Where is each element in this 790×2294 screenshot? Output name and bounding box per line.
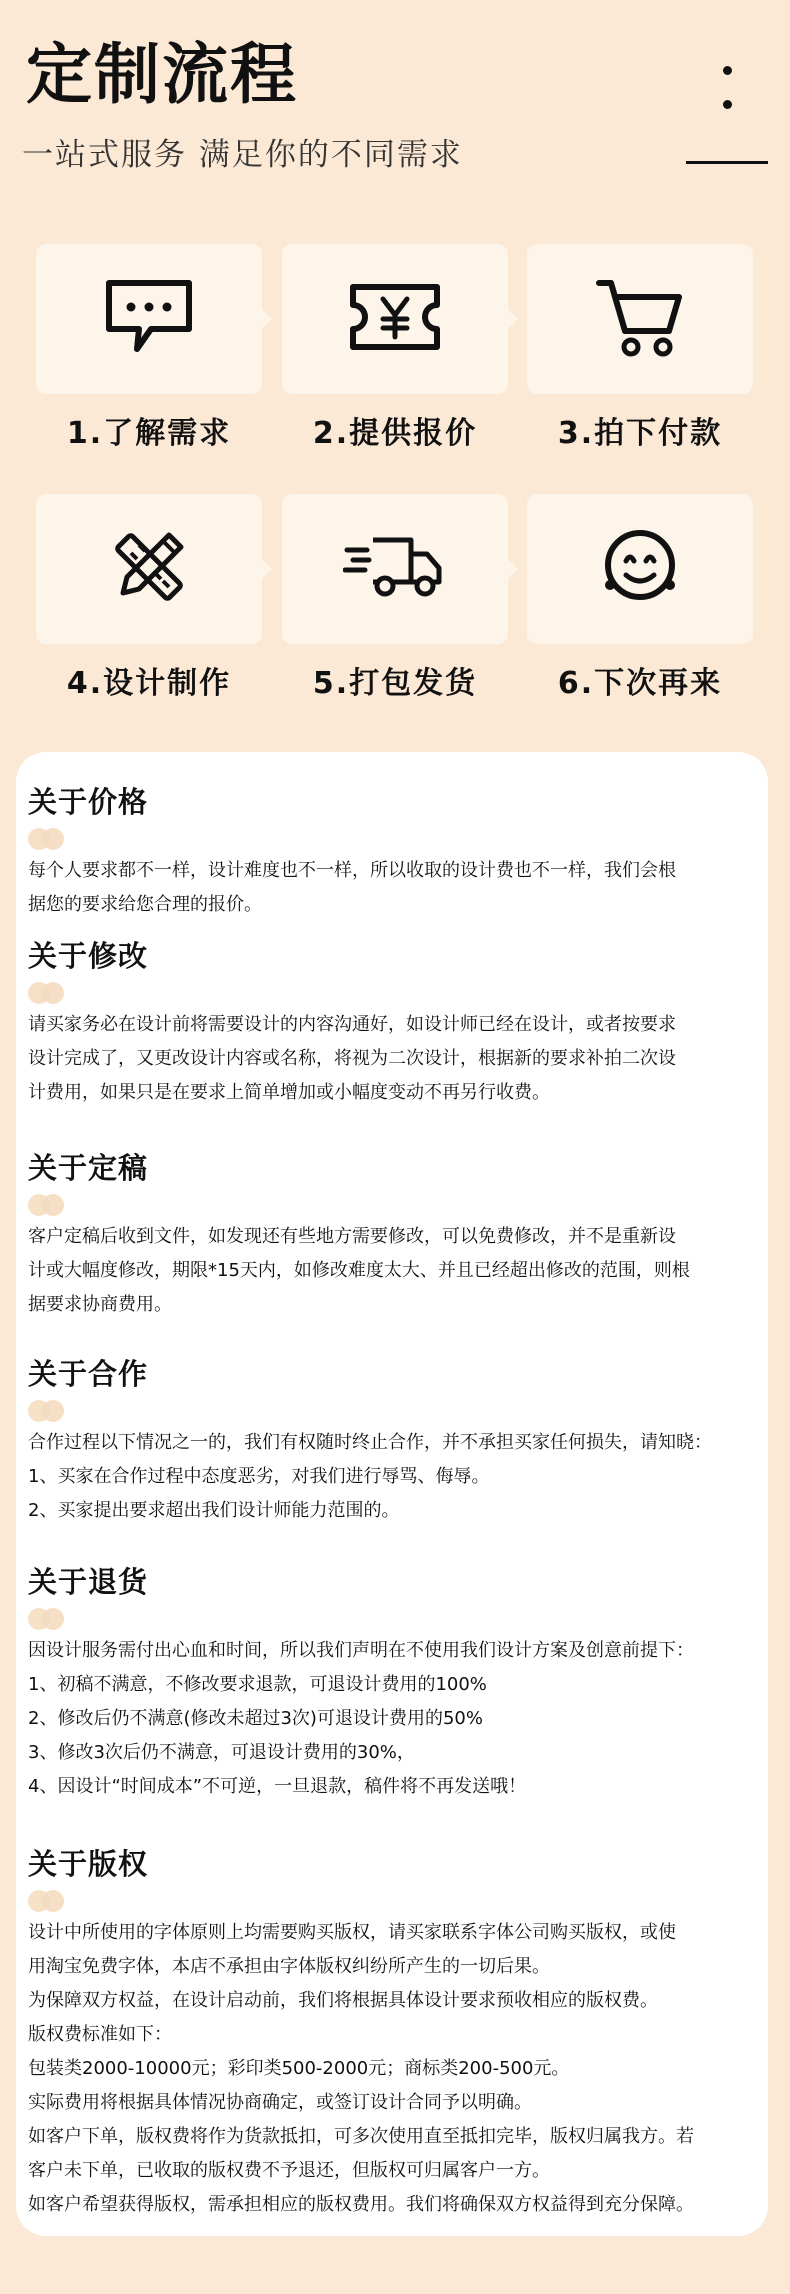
process-steps — [0, 244, 790, 714]
body-line: 计费用，如果只是在要求上简单增加或小幅度变动不再另行收费。 — [28, 1082, 550, 1103]
body-line: 4、因设计“时间成本”不可逆，一旦退款，稿件将不再发送哦！ — [28, 1776, 527, 1797]
info-panel — [16, 752, 768, 2236]
decor-dot — [723, 66, 732, 75]
step-card — [36, 244, 262, 394]
body-line: 版权费标准如下： — [28, 2024, 172, 2045]
decor-line — [686, 161, 768, 164]
body-line: 客户定稿后收到文件，如发现还有些地方需要修改，可以免费修改，并不是重新设 — [28, 1226, 676, 1247]
body-line: 为保障双方权益，在设计启动前，我们将根据具体设计要求预收相应的版权费。 — [28, 1990, 658, 2011]
step-label: 5.打包发货 — [312, 666, 478, 701]
section-refund — [28, 1562, 758, 1804]
step-label: 6.下次再来 — [557, 666, 723, 701]
yen-ticket-icon — [347, 281, 443, 357]
step-4 — [36, 494, 262, 702]
step-label: 2.提供报价 — [312, 416, 478, 451]
body-line: 据您的要求给您合理的报价。 — [28, 894, 262, 915]
chat-bubble-icon — [103, 277, 195, 361]
body-line: 请买家务必在设计前将需要设计的内容沟通好，如设计师已经在设计，或者按要求 — [28, 1014, 676, 1035]
delivery-truck-icon — [343, 532, 447, 606]
body-line: 1、初稿不满意，不修改要求退款，可退设计费用的100% — [28, 1674, 487, 1695]
step-1 — [36, 244, 262, 452]
body-line: 如客户下单，版权费将作为货款抵扣，可多次使用直至抵扣完毕，版权归属我方。若 — [28, 2126, 694, 2147]
step-3 — [527, 244, 753, 452]
body-line: 3、修改3次后仍不满意，可退设计费用的30%， — [28, 1742, 415, 1763]
step-5 — [282, 494, 508, 702]
step-card — [282, 244, 508, 394]
step-label: 3.拍下付款 — [557, 416, 723, 451]
step-card — [527, 494, 753, 644]
body-line: 设计中所使用的字体原则上均需要购买版权，请买家联系字体公司购买版权，或使 — [28, 1922, 676, 1943]
section-title: 关于退货 — [28, 1565, 149, 1599]
body-line: 合作过程以下情况之一的，我们有权随时终止合作，并不承担买家任何损失，请知晓： — [28, 1432, 712, 1453]
page-title: 定制流程 — [26, 36, 298, 113]
section-title: 关于修改 — [28, 939, 149, 973]
step-label: 4.设计制作 — [66, 666, 232, 701]
section-title: 关于价格 — [28, 785, 149, 819]
step-label: 1.了解需求 — [66, 416, 232, 451]
body-line: 据要求协商费用。 — [28, 1294, 172, 1315]
step-card — [282, 494, 508, 644]
section-title: 关于合作 — [28, 1357, 149, 1391]
body-line: 2、修改后仍不满意(修改未超过3次)可退设计费用的50% — [28, 1708, 483, 1729]
section-revision — [28, 936, 758, 1110]
page-subtitle: 一站式服务 满足你的不同需求 — [22, 137, 463, 173]
body-line: 客户未下单，已收取的版权费不予退还，但版权可归属客户一方。 — [28, 2160, 550, 2181]
step-card — [527, 244, 753, 394]
section-cooperation — [28, 1354, 758, 1528]
section-copyright — [28, 1844, 758, 2222]
body-line: 包装类2000-10000元；彩印类500-2000元；商标类200-500元。 — [28, 2058, 570, 2079]
section-title: 关于版权 — [28, 1847, 149, 1881]
section-final-draft — [28, 1148, 758, 1322]
body-line: 1、买家在合作过程中态度恶劣，对我们进行辱骂、侮辱。 — [28, 1466, 490, 1487]
step-2 — [282, 244, 508, 452]
page-header — [0, 0, 790, 230]
body-line: 2、买家提出要求超出我们设计师能力范围的。 — [28, 1500, 400, 1521]
decor-dots — [28, 822, 88, 848]
body-line: 如客户希望获得版权，需承担相应的版权费用。我们将确保双方权益得到充分保障。 — [28, 2194, 694, 2215]
decor-dots — [28, 1394, 88, 1420]
decor-dots — [28, 976, 88, 1002]
body-line: 设计完成了，又更改设计内容或名称，将视为二次设计，根据新的要求补拍二次设 — [28, 1048, 676, 1069]
body-line: 每个人要求都不一样，设计难度也不一样，所以收取的设计费也不一样，我们会根 — [28, 860, 676, 881]
pencil-ruler-icon — [109, 527, 189, 611]
decor-dots — [28, 1602, 88, 1628]
step-card — [36, 494, 262, 644]
body-line: 因设计服务需付出心血和时间，所以我们声明在不使用我们设计方案及创意前提下： — [28, 1640, 694, 1661]
decor-dot — [723, 100, 732, 109]
section-price — [28, 782, 758, 922]
body-line: 计或大幅度修改，期限*15天内，如修改难度太大、并且已经超出修改的范围，则根 — [28, 1260, 690, 1281]
section-title: 关于定稿 — [28, 1151, 149, 1185]
decor-dots — [28, 1188, 88, 1214]
body-line: 实际费用将根据具体情况协商确定，或签订设计合同予以明确。 — [28, 2092, 532, 2113]
smiley-icon — [600, 527, 680, 611]
step-6 — [527, 494, 753, 702]
shopping-cart-icon — [595, 275, 685, 363]
body-line: 用淘宝免费字体，本店不承担由字体版权纠纷所产生的一切后果。 — [28, 1956, 550, 1977]
decor-dots — [28, 1884, 88, 1910]
